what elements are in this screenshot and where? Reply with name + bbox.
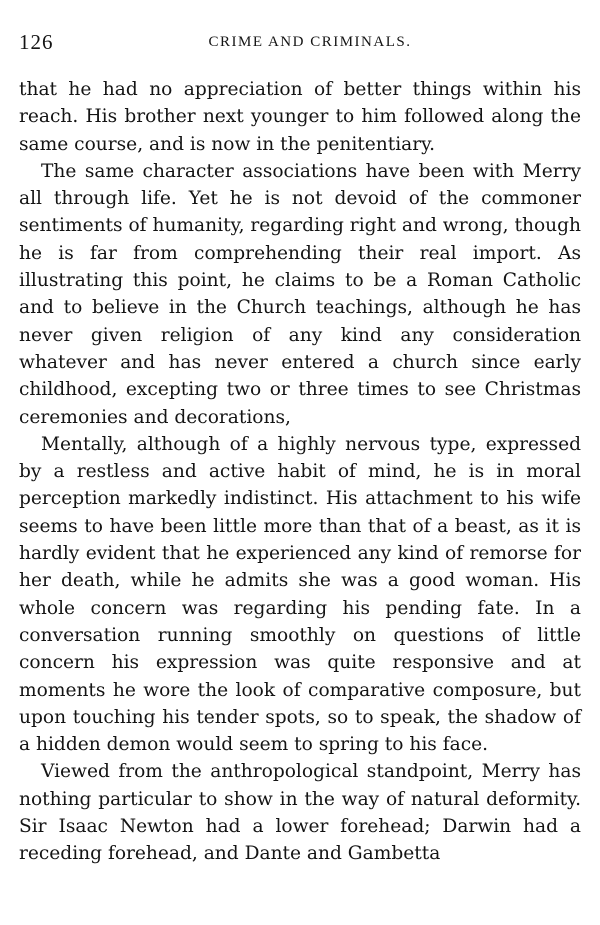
paragraph-continued: that he had no appreciation of better things within his reach. His brother next younger to him followed along the same course, and is now in the penitentiary. bbox=[19, 79, 581, 155]
book-page bbox=[19, 30, 581, 868]
page-header bbox=[19, 30, 581, 62]
paragraph: Mentally, although of a highly nervous type, expressed by a restless and active habit of mind, he is in moral perception markedly indistinct. His attachment to his wife seems to have been little more than that of a beast, as it is hardly evident that he experienced any kind of remorse for her death, while he admits she was a good woman. His whole concern was regarding his pending fate. In a conversation running smoothly on questions of little concern his expression was quite responsive and at moments he wore the look of comparative composure, but upon touching his tender spots, so to speak, the shadow of a hidden demon would seem to spring to his face. bbox=[19, 433, 581, 756]
running-title: CRIME AND CRIMINALS. bbox=[208, 34, 412, 50]
paragraph: The same character associations have been with Merry all through life. Yet he is not devoid of the commoner sentiments of humanity, regarding right and wrong, though he is far from comprehending their real import. As illustrating this point, he claims to be a Roman Catholic and to believe in the Church teachings, although he has never given religion of any kind any consideration whatever and has never entered a church since early childhood, excepting two or three times to see Christmas ceremonies and decorations, bbox=[19, 160, 581, 428]
paragraph: Viewed from the anthropological standpoint, Merry has nothing particular to show in the way of natural deformity. Sir Isaac Newton had a lower forehead; Darwin had a receding forehead, and Dante and Gambetta bbox=[19, 761, 581, 865]
body-text bbox=[19, 76, 581, 868]
page-number: 126 bbox=[19, 30, 54, 54]
